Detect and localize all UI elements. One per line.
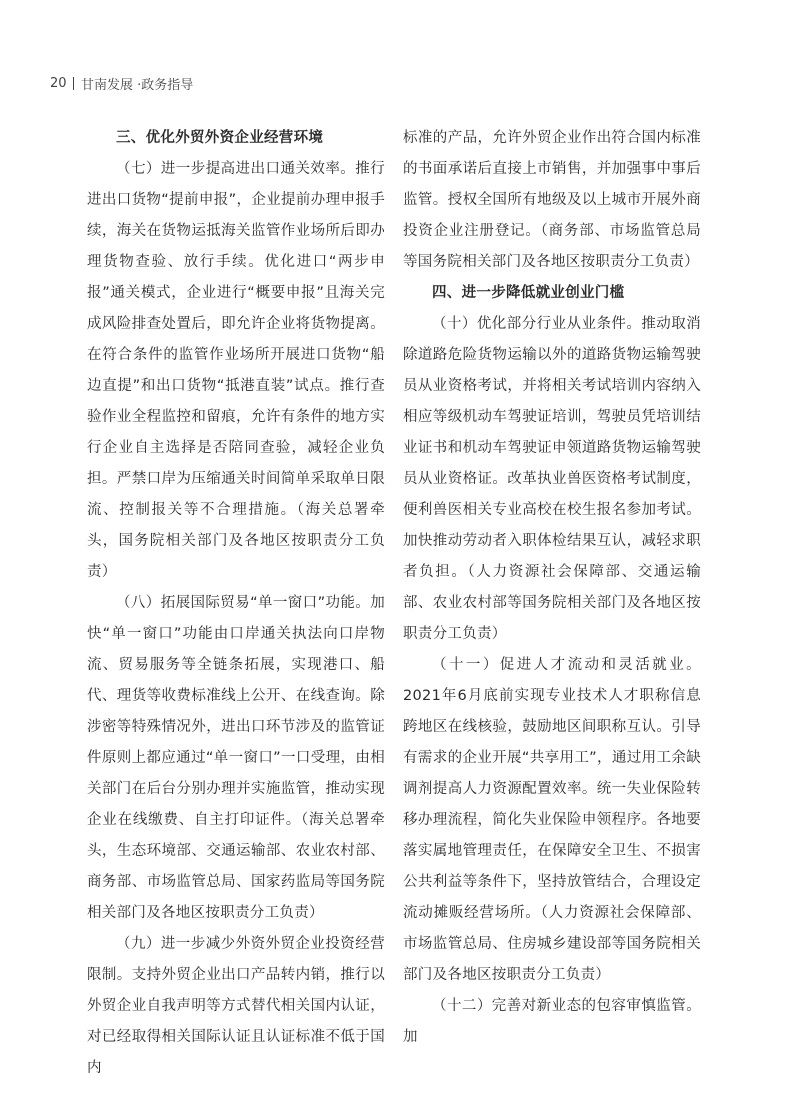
paragraph: （十二）完善对新业态的包容审慎监管。加 xyxy=(403,998,701,1045)
section-heading: 三、优化外贸外资企业经营环境 xyxy=(116,130,324,146)
header-divider xyxy=(73,77,75,90)
paragraph: （十一）促进人才流动和灵活就业。2021年6月底前实现专业技术人才职称信息跨地区在线核验，鼓励地区间职称互认。引导有需求的企业开展“共享用工”，通过用工余缺调剂提高人力资源配置效率。统一失业保险转移办理流程，简化失业保险申领程序。各地要落实属地管理责任，在保障安全卫生、不损害公共利益等条件下，坚持放管结合，合理设定流动摊贩经营场所。（人力资源社会保障部、市场监管总局、住房城乡建设部等国务院相关部门及各地区按职责分工负责） xyxy=(403,657,701,983)
paragraph-continuation: 标准的产品，允许外贸企业作出符合国内标准的书面承诺后直接上市销售，并加强事中事后监管。授权全国所有地级及以上城市开展外商投资企业注册登记。（商务部、市场监管总局等国务院相关部门及各地区按职责分工负责） xyxy=(403,130,701,270)
page-header xyxy=(50,74,193,93)
page-number: 20 xyxy=(50,76,67,91)
publication-title: 甘南发展 ·政务指导 xyxy=(81,78,194,93)
paragraph: （八）拓展国际贸易“单一窗口”功能。加快“单一窗口”功能由口岸通关执法向口岸物流、贸易服务等全链条拓展，实现港口、船代、理货等收费标准线上公开、在线查询。除涉密等特殊情况外，进出口环节涉及的监管证件原则上都应通过“单一窗口”一口受理，由相关部门在后台分别办理并实施监管，推动实现企业在线缴费、自主打印证件。（海关总署牵头，生态环境部、交通运输部、农业农村部、商务部、市场监管总局、国家药监局等国务院相关部门及各地区按职责分工负责） xyxy=(87,595,385,921)
right-column xyxy=(403,123,701,1053)
paragraph: （七）进一步提高进出口通关效率。推行进出口货物“提前申报”，企业提前办理申报手续，海关在货物运抵海关监管作业场所后即办理货物查验、放行手续。优化进口“两步申报”通关模式，企业进行“概要申报”且海关完成风险排查处置后，即允许企业将货物提离。在符合条件的监管作业场所开展进口货物“船边直提”和出口货物“抵港直装”试点。推行查验作业全程监控和留痕，允许有条件的地方实行企业自主选择是否陪同查验，减轻企业负担。严禁口岸为压缩通关时间简单采取单日限流、控制报关等不合理措施。（海关总署牵头，国务院相关部门及各地区按职责分工负责） xyxy=(87,161,385,580)
section-heading: 四、进一步降低就业创业门槛 xyxy=(432,285,625,301)
paragraph: （九）进一步减少外资外贸企业投资经营限制。支持外贸企业出口产品转内销，推行以外贸企业自我声明等方式替代相关国内认证，对已经取得相关国际认证且认证标准不低于国内 xyxy=(87,936,385,1076)
paragraph: （十）优化部分行业从业条件。推动取消除道路危险货物运输以外的道路货物运输驾驶员从业资格考试，并将相关考试培训内容纳入相应等级机动车驾驶证培训，驾驶员凭培训结业证书和机动车驾驶证申领道路货物运输驾驶员从业资格证。改革执业兽医资格考试制度，便利兽医相关专业高校在校生报名参加考试。加快推动劳动者入职体检结果互认，减轻求职者负担。（人力资源社会保障部、交通运输部、农业农村部等国务院相关部门及各地区按职责分工负责） xyxy=(403,316,701,642)
left-column xyxy=(87,123,385,1084)
